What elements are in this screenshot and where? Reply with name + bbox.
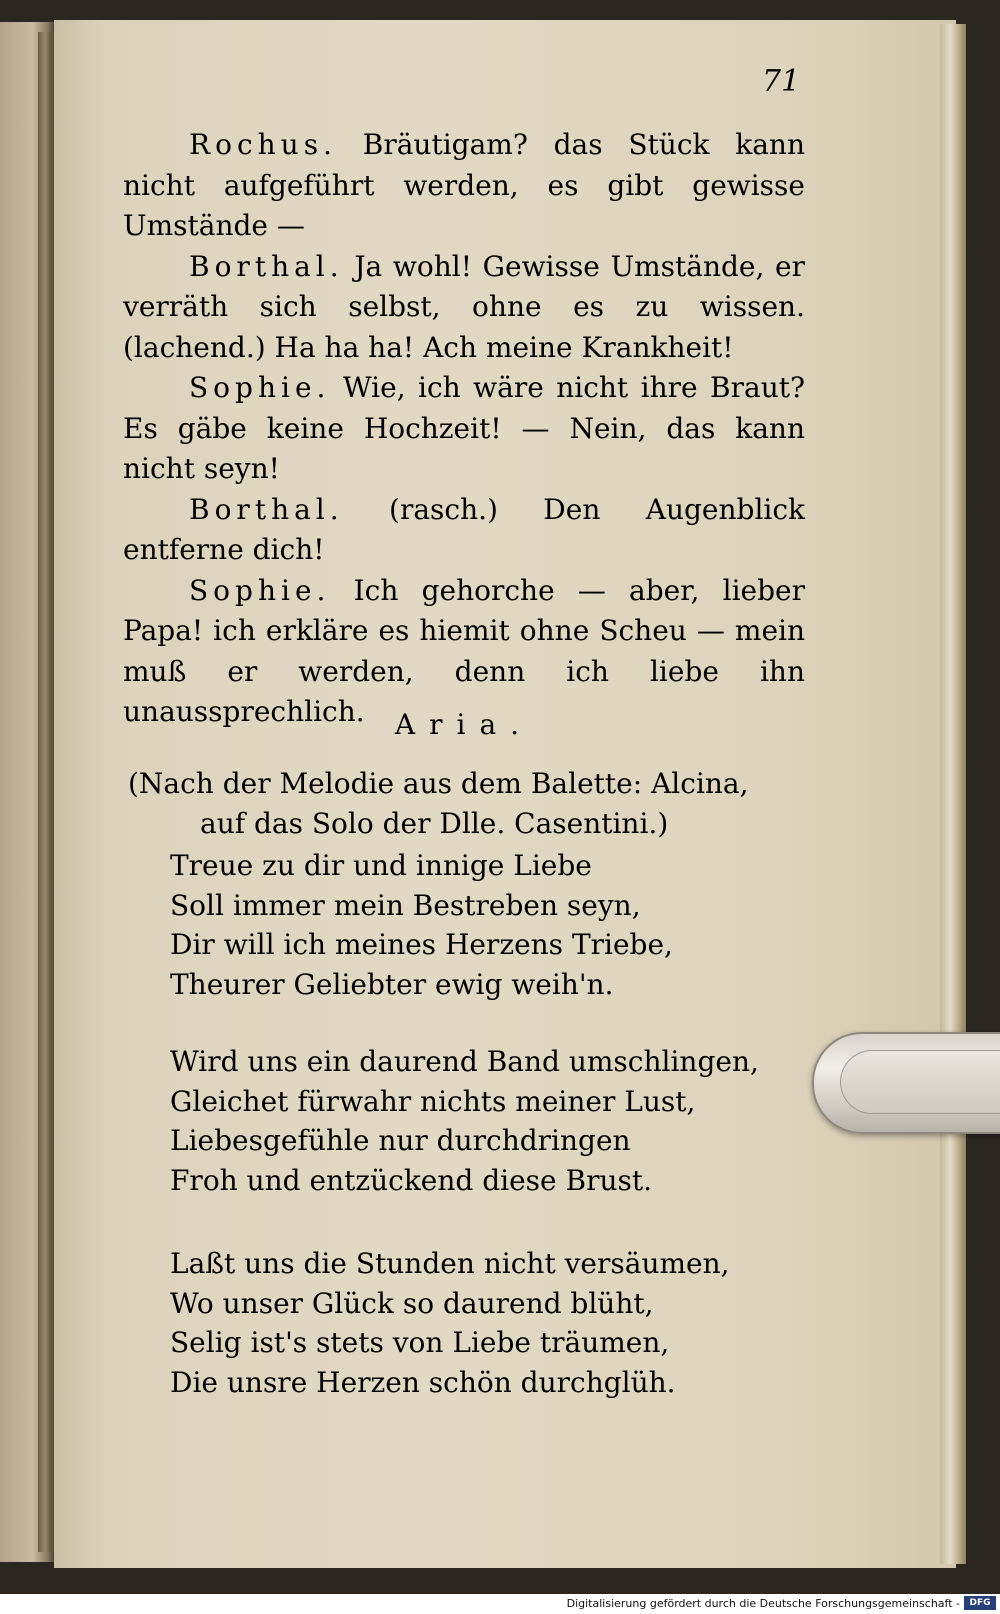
speech-text: Wie, ich wäre nicht ihre Braut? Es gäbe keine Hochzeit! — Nein, das kann nicht seyn! [123, 371, 805, 485]
speech-text: Ich gehorche — aber, lieber Papa! ich erkläre es hiemit ohne Scheu — mein muß er werden, denn ich liebe ihn unaussprechlich. [123, 573, 805, 728]
song-stanza [170, 1042, 790, 1200]
song-stanza [170, 1244, 790, 1402]
melody-note-line: (Nach der Melodie aus dem Balette: Alcina, [128, 767, 749, 800]
dfg-logo: DFG [964, 1596, 996, 1610]
page-clip [812, 1032, 1000, 1134]
verse-line: Selig ist's stets von Liebe träumen, [170, 1326, 670, 1360]
speaker-name: Borthal. [189, 249, 344, 283]
verse-line: Liebesgefühle nur durchdringen [170, 1124, 631, 1158]
verse-line: Treue zu dir und innige Liebe [170, 849, 592, 882]
speech-text: Bräutigam? das Stück kann nicht aufgeführt werden, es gibt gewisse Umstände — [123, 128, 805, 242]
speech-text: (rasch.) Den Augenblick entferne dich! [123, 492, 805, 566]
verse-line: Wird uns ein daurend Band umschlingen, [170, 1045, 759, 1078]
speaker-name: Rochus. [189, 128, 337, 161]
book-gutter [38, 32, 52, 1552]
verse-line: Dir will ich meines Herzens Triebe, [170, 928, 673, 962]
aria-melody-note [128, 764, 828, 844]
speaker-name: Borthal. [189, 492, 344, 526]
verse-line: Wo unser Glück so daurend blüht, [170, 1286, 654, 1320]
speaker-name: Sophie. [189, 371, 331, 404]
dialogue-text [123, 125, 805, 733]
dialogue-paragraph [123, 125, 805, 247]
dialogue-paragraph [123, 247, 805, 369]
verse-line: Laßt uns die Stunden nicht versäumen, [170, 1247, 730, 1280]
digitization-credit: Digitalisierung gefördert durch die Deutsche Forschungsgemeinschaft - [566, 1597, 960, 1610]
verse-line: Theurer Geliebter ewig weih'n. [170, 967, 614, 1001]
song-stanza [170, 846, 790, 1004]
verse-line: Die unsre Herzen schön durchglüh. [170, 1365, 676, 1399]
page-clip-inner [840, 1050, 1000, 1114]
dialogue-paragraph [123, 368, 805, 490]
dialogue-paragraph [123, 490, 805, 571]
verse-line: Gleichet fürwahr nichts meiner Lust, [170, 1084, 696, 1118]
verse-line: Soll immer mein Bestreben seyn, [170, 888, 641, 922]
speech-text: Ja wohl! Gewisse Umstände, er verräth sich selbst, ohne es zu wissen. (lachend.) Ha ha ha! Ach meine Krankheit! [123, 249, 805, 364]
page-number: 71 [762, 64, 801, 99]
aria-heading: Aria. [394, 708, 534, 741]
melody-note-line: auf das Solo der Dlle. Casentini.) [200, 807, 669, 840]
verse-line: Froh und entzückend diese Brust. [170, 1163, 653, 1197]
speaker-name: Sophie. [189, 573, 331, 607]
page-stack-edge [940, 24, 966, 1564]
